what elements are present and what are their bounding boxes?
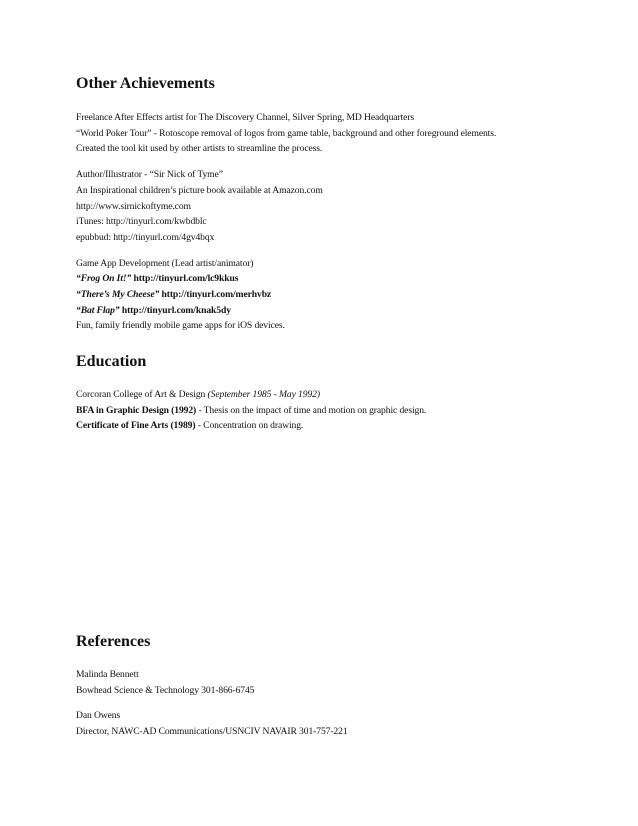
games-summary: Fun, family friendly mobile game apps for iOS devices. bbox=[76, 320, 285, 332]
degree-certificate bbox=[76, 418, 596, 434]
game-app-item bbox=[76, 271, 596, 287]
achievements-heading: Other Achievements bbox=[76, 75, 215, 92]
author-website-link[interactable]: http://www.sirnickoftyme.com bbox=[76, 200, 191, 212]
author-itunes-link[interactable]: iTunes: http://tinyurl.com/kwbdblc bbox=[76, 216, 207, 228]
games-intro: Game App Development (Lead artist/animator) bbox=[76, 257, 254, 269]
reference-1-name: Malinda Bennett bbox=[76, 669, 139, 680]
author-line-1: Author/Illustrator - “Sir Nick of Tyme” bbox=[76, 169, 223, 181]
freelance-line-1: Freelance After Effects artist for The Discovery Channel, Silver Spring, MD Headquarters bbox=[76, 112, 414, 123]
reference-2-name: Dan Owens bbox=[76, 710, 121, 722]
degree-certificate-title: Certificate of Fine Arts (1989) bbox=[76, 420, 196, 432]
author-line-2: An Inspirational children’s picture book available at Amazon.com bbox=[76, 184, 323, 196]
education-heading: Education bbox=[76, 353, 147, 370]
references-section bbox=[76, 632, 596, 740]
freelance-line-3: Created the tool kit used by other artists to streamline the process. bbox=[76, 143, 323, 155]
reference-1-detail: Bowhead Science & Technology 301-866-6745 bbox=[76, 684, 255, 696]
education-section bbox=[76, 352, 596, 434]
school-line bbox=[76, 387, 596, 403]
reference-2-detail: Director, NAWC-AD Communications/USNCIV NAVAIR 301-757-221 bbox=[76, 726, 348, 738]
game-app-link[interactable]: http://tinyurl.com/lc9kkus bbox=[133, 273, 239, 285]
game-app-title: “There’s My Cheese” bbox=[76, 289, 160, 301]
references-heading: References bbox=[76, 633, 151, 650]
game-app-item bbox=[76, 303, 596, 319]
game-app-title: “Bat Flap” bbox=[76, 304, 120, 316]
freelance-line-2: “World Poker Tour” - Rotoscope removal of logos from game table, background and other foreground elements. bbox=[76, 127, 497, 139]
school-dates: (September 1985 - May 1992) bbox=[207, 389, 320, 400]
degree-certificate-desc: - Concentration on drawing. bbox=[195, 420, 304, 432]
degree-bfa-title: BFA in Graphic Design (1992) bbox=[76, 404, 197, 416]
degree-bfa bbox=[76, 403, 596, 419]
achievements-section bbox=[76, 74, 596, 334]
game-app-title: “Frog On It!” bbox=[76, 273, 132, 285]
game-app-item bbox=[76, 287, 596, 303]
school-name: Corcoran College of Art & Design bbox=[76, 389, 206, 400]
game-app-link[interactable]: http://tinyurl.com/knak5dy bbox=[121, 304, 231, 316]
author-epubbud-link[interactable]: epubbud: http://tinyurl.com/4gv4bqx bbox=[76, 231, 215, 243]
degree-bfa-desc: - Thesis on the impact of time and motion on graphic design. bbox=[196, 404, 427, 416]
game-app-link[interactable]: http://tinyurl.com/merhvbz bbox=[161, 289, 272, 301]
